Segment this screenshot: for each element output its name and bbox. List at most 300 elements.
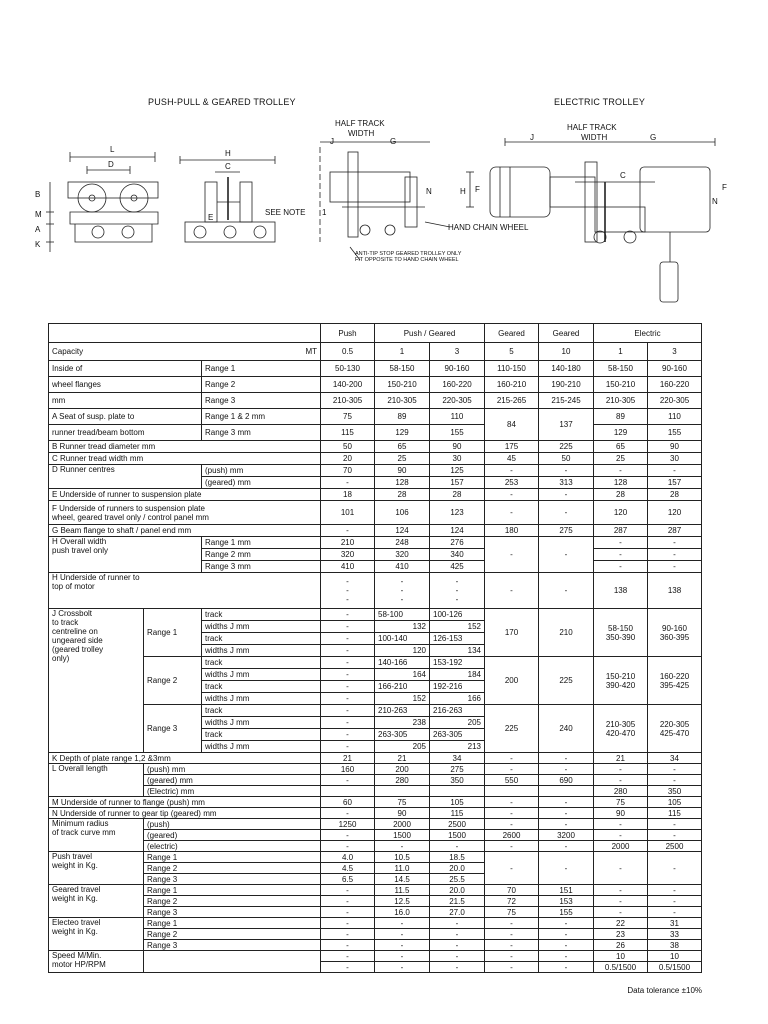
cell: 27.0 — [430, 907, 485, 918]
cell: - — [485, 489, 539, 501]
row-label-line: Speed M/Min. — [52, 951, 102, 960]
cell: 340 — [430, 549, 485, 561]
cell: 140-180 — [539, 361, 594, 377]
cell: - — [485, 929, 539, 940]
cell: - — [485, 808, 539, 819]
cell: 275 — [430, 764, 485, 775]
row-label-line: centreline on — [52, 627, 98, 636]
row-label: Inside of — [49, 361, 202, 377]
capacity-unit: MT — [305, 347, 317, 356]
cell: - — [485, 753, 539, 764]
cell: - — [375, 918, 430, 929]
cell: 220-305 — [430, 393, 485, 409]
cell: 140-200 — [321, 377, 375, 393]
sub-label: (electric) — [144, 841, 321, 852]
capacity-label: Capacity — [52, 347, 84, 356]
row-label — [49, 918, 144, 951]
row-label-line: Electeo travel — [52, 918, 101, 927]
range-label: Range 1 mm — [202, 537, 321, 549]
table-row — [49, 841, 702, 852]
head-push-geared: Push / Geared — [375, 324, 485, 343]
electric-label-H: H — [460, 187, 466, 196]
cell: 150-210 — [375, 377, 430, 393]
table-row — [49, 425, 702, 441]
cell: 210 — [539, 609, 594, 657]
cell: 157 — [648, 477, 702, 489]
spec-table — [48, 323, 702, 973]
cell: 200 — [485, 657, 539, 705]
cell: - — [430, 940, 485, 951]
cell: 225 — [539, 657, 594, 705]
cell: - — [485, 940, 539, 951]
cell: - — [321, 808, 375, 819]
range-label: Range 1 & 2 mm — [202, 409, 321, 425]
label-C: C — [225, 162, 231, 171]
cell: - — [430, 929, 485, 940]
range-label: Range 2 — [202, 377, 321, 393]
row-label: B Runner tread diameter mm — [49, 441, 321, 453]
row-label: runner tread/beam bottom — [49, 425, 202, 441]
row-label — [49, 573, 321, 609]
table-row — [49, 819, 702, 830]
cell: 84 — [485, 409, 539, 441]
cell: 50-130 — [321, 361, 375, 377]
cell: - — [485, 797, 539, 808]
cell: 253 — [485, 477, 539, 489]
cell: - — [321, 729, 375, 741]
cell: 128 — [594, 477, 648, 489]
cell: - — [321, 885, 375, 896]
cell: 123 — [430, 501, 485, 525]
cell: 205 — [375, 741, 430, 753]
cell: 45 — [485, 453, 539, 465]
header-row — [49, 324, 702, 343]
row-label-line: Geared travel — [52, 885, 101, 894]
cell: - — [648, 819, 702, 830]
cell: - — [321, 657, 375, 669]
cell: 18.5 — [430, 852, 485, 863]
row-label: G Beam flange to shaft / panel end mm — [49, 525, 321, 537]
cell: 90 — [648, 441, 702, 453]
table-row — [49, 808, 702, 819]
cell: 4.0 — [321, 852, 375, 863]
cell: 313 — [539, 477, 594, 489]
cell: 65 — [594, 441, 648, 453]
cell: - — [430, 841, 485, 852]
cell: 1500 — [430, 830, 485, 841]
cell: 129 — [375, 425, 430, 441]
range-label: Range 3 — [144, 874, 321, 885]
cell: 18 — [321, 489, 375, 501]
cell: - — [539, 819, 594, 830]
table-row — [49, 830, 702, 841]
row-label-line: to track — [52, 618, 79, 627]
cell: - — [321, 681, 375, 693]
range-label: Range 3 — [144, 940, 321, 951]
cell: - — [321, 633, 375, 645]
cell: 280 — [375, 775, 430, 786]
label-B: B — [35, 190, 41, 199]
row-label — [49, 609, 144, 753]
table-row — [49, 705, 702, 717]
cell: 110 — [430, 409, 485, 425]
row-label: C Runner tread width mm — [49, 453, 321, 465]
cell: 175 — [485, 441, 539, 453]
cell: 23 — [594, 929, 648, 940]
cell: - — [321, 896, 375, 907]
cell: 238 — [375, 717, 430, 729]
cell: 124 — [430, 525, 485, 537]
cell: 75 — [485, 907, 539, 918]
cell: - — [375, 940, 430, 951]
cell: - — [375, 951, 430, 962]
cell-line: 210-305 — [605, 719, 636, 729]
cell: 21.5 — [430, 896, 485, 907]
capacity-row — [49, 343, 702, 361]
cell: - — [321, 705, 375, 717]
table-row — [49, 940, 702, 951]
range-label: Range 3 — [144, 907, 321, 918]
cell: - — [594, 852, 648, 885]
cell: 90 — [594, 808, 648, 819]
sub-label: (Electric) mm — [144, 786, 321, 797]
cell: - — [539, 852, 594, 885]
cell: 240 — [539, 705, 594, 753]
cell: 50 — [321, 441, 375, 453]
see-note-label: SEE NOTE — [265, 208, 306, 217]
cell: 425 — [430, 561, 485, 573]
cell: 170 — [485, 609, 539, 657]
cell: 152 — [430, 621, 485, 633]
label-H: H — [225, 149, 231, 158]
cell: 1 — [375, 343, 430, 361]
table-row — [49, 573, 702, 609]
cell: - — [321, 609, 375, 621]
table-row — [49, 501, 702, 525]
cell: 263-305 — [375, 729, 430, 741]
cell: 6.5 — [321, 874, 375, 885]
cell: 20 — [321, 453, 375, 465]
cell: - — [539, 918, 594, 929]
cell: - — [321, 741, 375, 753]
cell-line: 360-395 — [659, 632, 690, 642]
cell: 120 — [648, 501, 702, 525]
range-label: Range 2 — [144, 929, 321, 940]
row-label — [49, 885, 144, 918]
cell: 184 — [430, 669, 485, 681]
cell: 10.5 — [375, 852, 430, 863]
sub-label: widths J mm — [202, 621, 321, 633]
electric-label-J: J — [530, 133, 534, 142]
cell: - — [594, 896, 648, 907]
cell-line: 420-470 — [605, 728, 636, 738]
sub-label: widths J mm — [202, 693, 321, 705]
row-label-line: motor HP/RPM — [52, 960, 106, 969]
label-E: E — [208, 213, 214, 222]
cell — [594, 609, 648, 657]
cell: 20.0 — [430, 863, 485, 874]
push-pull-header: PUSH-PULL & GEARED TROLLEY — [148, 97, 296, 107]
cell: - — [321, 645, 375, 657]
cell: 28 — [594, 489, 648, 501]
cell — [594, 705, 648, 753]
cell: - — [485, 537, 539, 573]
cell: 4.5 — [321, 863, 375, 874]
cell: 210-305 — [375, 393, 430, 409]
cell: 106 — [375, 501, 430, 525]
cell: - — [648, 561, 702, 573]
cell: 320 — [375, 549, 430, 561]
cell: 22 — [594, 918, 648, 929]
cell: 128 — [375, 477, 430, 489]
cell: 263-305 — [430, 729, 485, 741]
cell — [430, 786, 485, 797]
table-row — [49, 896, 702, 907]
cell: - — [321, 918, 375, 929]
cell: 129 — [594, 425, 648, 441]
cell: 180 — [485, 525, 539, 537]
cell: - — [321, 621, 375, 633]
cell: 2000 — [594, 841, 648, 852]
cell: 120 — [594, 501, 648, 525]
cell: - — [485, 962, 539, 973]
cell: - — [539, 465, 594, 477]
row-label-line: of track curve mm — [52, 828, 116, 837]
sub-label: widths J mm — [202, 669, 321, 681]
cell: - — [594, 907, 648, 918]
anti-tip-note-1: ANTI-TIP STOP GEARED TROLLEY ONLY — [355, 251, 462, 257]
cell: - — [485, 841, 539, 852]
cell-line: - — [346, 577, 349, 586]
table-row — [49, 609, 702, 621]
cell-line: - — [346, 595, 349, 604]
sub-label: track — [202, 657, 321, 669]
cell: 115 — [648, 808, 702, 819]
cell: 126-153 — [430, 633, 485, 645]
table-row — [49, 786, 702, 797]
range-label: Range 1 — [144, 918, 321, 929]
cell: 58-150 — [594, 361, 648, 377]
cell: 21 — [375, 753, 430, 764]
cell: - — [539, 764, 594, 775]
cell: 110 — [648, 409, 702, 425]
cell: 137 — [539, 409, 594, 441]
head-geared-2: Geared — [539, 324, 594, 343]
cell: 210-263 — [375, 705, 430, 717]
cell: - — [594, 549, 648, 561]
head-geared: Geared — [485, 324, 539, 343]
row-label-line: ungeared side — [52, 636, 103, 645]
cell — [321, 786, 375, 797]
cell: - — [485, 951, 539, 962]
table-row — [49, 393, 702, 409]
cell: 70 — [485, 885, 539, 896]
range-label: Range 3 — [144, 705, 202, 753]
electric-label-G: G — [650, 133, 657, 142]
sub-label: (push) mm — [202, 465, 321, 477]
cell: 33 — [648, 929, 702, 940]
cell: - — [648, 465, 702, 477]
cell: 105 — [648, 797, 702, 808]
cell: 155 — [539, 907, 594, 918]
row-label-line: push travel only — [52, 546, 109, 555]
table-row — [49, 852, 702, 863]
cell: 105 — [430, 797, 485, 808]
cell: - — [594, 465, 648, 477]
cell: 215-265 — [485, 393, 539, 409]
cell-line: 425-470 — [659, 728, 690, 738]
cell: - — [430, 918, 485, 929]
data-tolerance-note: Data tolerance ±10% — [627, 986, 702, 995]
cell: 3200 — [539, 830, 594, 841]
row-label-line: J Crossbolt — [52, 609, 93, 618]
capacity-label-cell — [49, 343, 321, 361]
cell: 124 — [375, 525, 430, 537]
cell: 75 — [375, 797, 430, 808]
cell: 100-126 — [430, 609, 485, 621]
row-label-line: weight in Kg. — [52, 927, 98, 936]
sub-label: (geared) — [144, 830, 321, 841]
cell — [321, 573, 375, 609]
range-label: Range 2 — [144, 657, 202, 705]
cell-line: 350-390 — [605, 632, 636, 642]
cell: 30 — [430, 453, 485, 465]
cell: 101 — [321, 501, 375, 525]
electric-width-label: WIDTH — [581, 133, 608, 142]
cell — [375, 573, 430, 609]
cell-line: 160-220 — [659, 671, 690, 681]
cell: - — [539, 962, 594, 973]
cell: 1500 — [375, 830, 430, 841]
cell: - — [648, 775, 702, 786]
cell: - — [648, 885, 702, 896]
sub-label: (push) — [144, 819, 321, 830]
cell: 690 — [539, 775, 594, 786]
cell: 200 — [375, 764, 430, 775]
label-A: A — [35, 225, 41, 234]
cell: - — [430, 951, 485, 962]
cell: 164 — [375, 669, 430, 681]
cell: - — [648, 907, 702, 918]
sub-label: track — [202, 705, 321, 717]
cell: - — [594, 775, 648, 786]
cell: 153-192 — [430, 657, 485, 669]
cell: - — [321, 669, 375, 681]
table-row — [49, 465, 702, 477]
cell: - — [539, 841, 594, 852]
cell: 210-305 — [594, 393, 648, 409]
sub-label: track — [202, 633, 321, 645]
cell-line: 220-305 — [659, 719, 690, 729]
cell: - — [539, 573, 594, 609]
cell: 320 — [321, 549, 375, 561]
cell: 2500 — [648, 841, 702, 852]
cell: - — [321, 940, 375, 951]
range-label: Range 3 — [202, 393, 321, 409]
cell-line: 150-210 — [605, 671, 636, 681]
note-number: 1 — [322, 208, 327, 217]
range-label: Range 1 — [144, 609, 202, 657]
table-row — [49, 361, 702, 377]
cell: - — [648, 896, 702, 907]
cell: 90-160 — [648, 361, 702, 377]
cell: - — [539, 940, 594, 951]
sub-label: (geared) mm — [144, 775, 321, 786]
range-label: Range 1 — [144, 885, 321, 896]
row-label-line: H Underside of runner to — [52, 573, 140, 582]
cell: 140-166 — [375, 657, 430, 669]
cell: - — [594, 561, 648, 573]
cell: 16.0 — [375, 907, 430, 918]
cell — [648, 609, 702, 657]
range-label: Range 2 mm — [202, 549, 321, 561]
anti-tip-note-2: FIT OPPOSITE TO HAND CHAIN WHEEL — [355, 257, 459, 263]
cell: - — [539, 501, 594, 525]
cell: 21 — [321, 753, 375, 764]
cell: 38 — [648, 940, 702, 951]
cell: 110-150 — [485, 361, 539, 377]
cell: 34 — [430, 753, 485, 764]
electric-label-F: F — [722, 183, 727, 192]
cell: - — [375, 841, 430, 852]
cell: 550 — [485, 775, 539, 786]
cell: 0.5 — [321, 343, 375, 361]
cell: 350 — [430, 775, 485, 786]
table-row — [49, 753, 702, 764]
cell-line: 390-420 — [605, 680, 636, 690]
range-label: Range 2 — [144, 863, 321, 874]
table-row — [49, 537, 702, 549]
label-L: L — [110, 145, 115, 154]
cell-line: - — [346, 586, 349, 595]
cell-line: - — [455, 577, 459, 586]
sub-label: track — [202, 681, 321, 693]
range-label: Range 3 mm — [202, 425, 321, 441]
cell: - — [594, 764, 648, 775]
cell: 50 — [539, 453, 594, 465]
cell: 216-263 — [430, 705, 485, 717]
cell-line: 395-425 — [659, 680, 690, 690]
cell: - — [321, 525, 375, 537]
cell: 100-140 — [375, 633, 430, 645]
cell: 25.5 — [430, 874, 485, 885]
cell: - — [594, 885, 648, 896]
cell: 220-305 — [648, 393, 702, 409]
cell: 25 — [594, 453, 648, 465]
cell-line: - — [400, 586, 404, 595]
cell: 11.5 — [375, 885, 430, 896]
cell: 28 — [430, 489, 485, 501]
cell — [430, 573, 485, 609]
cell: 90 — [375, 808, 430, 819]
row-label — [49, 501, 321, 525]
cell: - — [375, 929, 430, 940]
cell: - — [321, 951, 375, 962]
cell: 120 — [375, 645, 430, 657]
cell: 21 — [594, 753, 648, 764]
cell: 1250 — [321, 819, 375, 830]
cell: 26 — [594, 940, 648, 951]
cell: 166-210 — [375, 681, 430, 693]
row-label-line: weight in Kg. — [52, 861, 98, 870]
cell: - — [485, 918, 539, 929]
label-M: M — [35, 210, 42, 219]
cell: - — [321, 962, 375, 973]
table-row — [49, 489, 702, 501]
row-label-line: (geared trolley — [52, 645, 104, 654]
table-row — [49, 657, 702, 669]
row-label: M Underside of runner to flange (push) mm — [49, 797, 321, 808]
